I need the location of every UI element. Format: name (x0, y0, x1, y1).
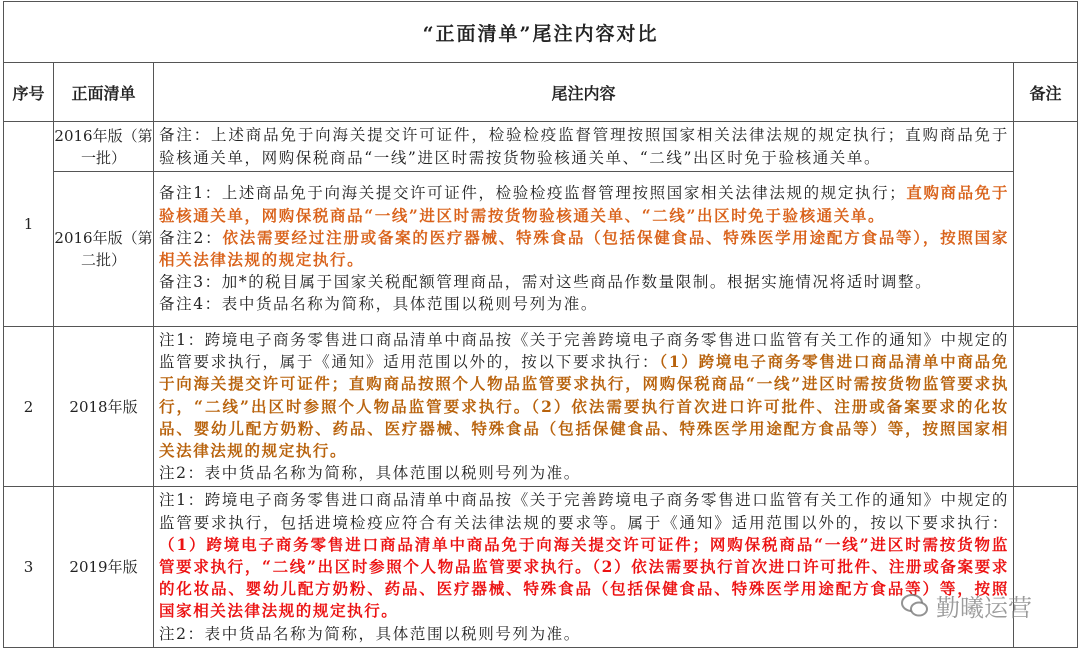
note-text: 备注2： (159, 228, 223, 247)
header-list: 正面清单 (54, 63, 154, 122)
remark-cell (1014, 122, 1078, 327)
footnote-comparison-table (3, 1, 1078, 648)
footnote (159, 462, 1009, 484)
table-row (4, 122, 1078, 172)
footnote (159, 623, 1009, 645)
version-label: 2019年版 (54, 487, 154, 647)
header-remark: 备注 (1014, 63, 1078, 122)
remark-cell (1014, 487, 1078, 647)
footnote (159, 489, 1009, 622)
footnote (159, 124, 1009, 168)
note-highlight: （1）跨境电子商务零售进口商品清单中商品免于向海关提交许可证件；直购商品按照个人物品监管要求执行，网购保税商品“一线”进区时需按货物监管要求执行，“二线”出区时参照个人物品监管要求执行。（2）依法需要执行首次进口许可批件、注册或备案要求的化妆品、婴幼儿配方奶粉、药品、医疗器械、特殊食品（包括保健食品、特殊医学用途配方食品等）等，按照国家相关法律法规的规定执行。 (159, 352, 1010, 461)
watermark (900, 588, 1032, 623)
version-label: 2016年版（第二批） (54, 172, 154, 327)
footnote (159, 329, 1009, 462)
row-number: 3 (4, 487, 54, 647)
remark-cell (1014, 327, 1078, 487)
header-no: 序号 (4, 63, 54, 122)
note-text: 备注：上述商品免于向海关提交许可证件，检验检疫监督管理按照国家相关法律法规的规定执行；直购商品免于验核通关单，网购保税商品“一线”进区时需按货物验核通关单、“二线”出区时免于验核通关单。 (159, 126, 1009, 167)
version-label: 2016年版（第一批） (54, 122, 154, 172)
footnote-cell (154, 172, 1014, 327)
note-highlight: 依法需要经过注册或备案的医疗器械、特殊食品（包括保健食品、特殊医学用途配方食品等），按照国家相关法律法规的规定执行。 (159, 227, 1009, 269)
note-text: 备注4：表中货品名称为简称，具体范围以税则号列为准。 (159, 295, 598, 314)
header-content: 尾注内容 (154, 63, 1014, 122)
note-text: 注1：跨境电子商务零售进口商品清单中商品按《关于完善跨境电子商务零售进口监管有关工作的通知》中规定的监管要求执行，包括进境检疫应符合有关法律法规的要求等。属于《通知》适用范围以外的，按以下要求执行： (159, 491, 1009, 532)
footnote-cell (154, 327, 1014, 487)
table-title: “正面清单”尾注内容对比 (4, 2, 1078, 63)
note-text: 备注3：加*的税目属于国家关税配额管理商品，需对这些商品作数量限制。根据实施情况将适时调整。 (159, 273, 933, 292)
footnote (159, 293, 1009, 315)
note-text: 注2：表中货品名称为简称，具体范围以税则号列为准。 (159, 624, 581, 643)
row-number: 2 (4, 327, 54, 487)
table-row (4, 487, 1078, 647)
watermark-text: 勤曦运营 (936, 594, 1032, 622)
table-row (4, 327, 1078, 487)
row-number: 1 (4, 122, 54, 327)
footnote (159, 271, 1009, 293)
footnote (159, 182, 1009, 226)
footnote-cell (154, 487, 1014, 647)
table-row (4, 172, 1078, 327)
note-text: 注1：跨境电子商务零售进口商品清单中商品按《关于完善跨境电子商务零售进口监管有关工作的通知》中规定的监管要求执行，属于《通知》适用范围以外的，按以下要求执行： (159, 331, 1009, 372)
note-highlight: 直购商品免于验核通关单，网购保税商品“一线”进区时需按货物验核通关单、“二线”出区时免于验核通关单。 (159, 183, 1009, 225)
version-label: 2018年版 (54, 327, 154, 487)
footnote (159, 227, 1009, 271)
wechat-icon (900, 592, 930, 620)
footnote-cell (154, 122, 1014, 172)
note-text: 备注1：上述商品免于向海关提交许可证件，检验检疫监督管理按照国家相关法律法规的规定执行； (159, 184, 907, 203)
note-text: 注2：表中货品名称为简称，具体范围以税则号列为准。 (159, 464, 581, 483)
note-highlight: （1）跨境电子商务零售进口商品清单中商品免于向海关提交许可证件；网购保税商品“一线”进区时需按货物监管要求执行，“二线”出区时参照个人物品监管要求执行。（2）依法需要执行首次进口许可批件、注册或备案要求的化妆品、婴幼儿配方奶粉、药品、医疗器械、特殊食品（包括保健食品、特殊医学用途配方食品等）等，按照国家相关法律法规的规定执行。 (159, 534, 1009, 621)
